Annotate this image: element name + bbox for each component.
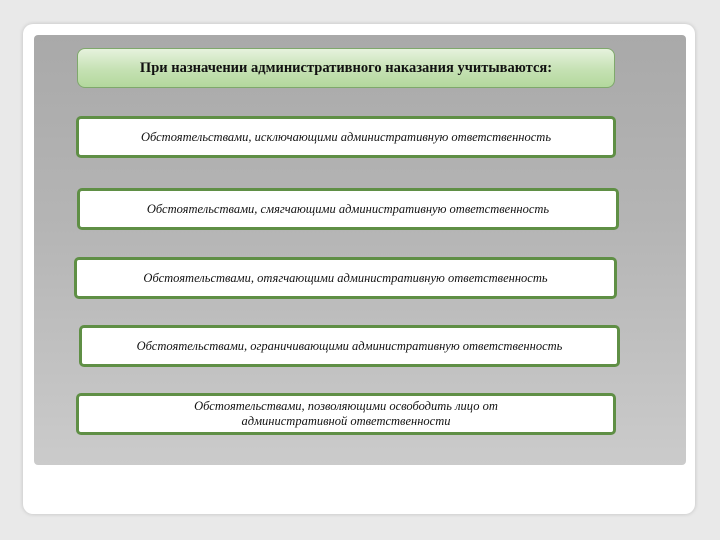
diagram-title: При назначении административного наказания учитываются:: [139, 59, 553, 76]
item-box-limiting: [79, 325, 620, 367]
item-box-exempting: [76, 393, 616, 435]
item-text-mitigating: Обстоятельствами, смягчающими административную ответственность: [146, 201, 550, 216]
item-text-excluding: Обстоятельствами, исключающими административную ответственность: [140, 129, 552, 144]
item-text-limiting: Обстоятельствами, ограничивающими административную ответственность: [136, 338, 563, 353]
item-text-aggravating: Обстоятельствами, отягчающими административную ответственность: [143, 270, 548, 285]
diagram-title-box: [77, 48, 615, 88]
item-text-exempting: Обстоятельствами, позволяющими освободить лицо от административной ответственности: [194, 399, 498, 428]
item-box-aggravating: [74, 257, 617, 299]
item-box-excluding: [76, 116, 616, 158]
item-box-mitigating: [77, 188, 619, 230]
